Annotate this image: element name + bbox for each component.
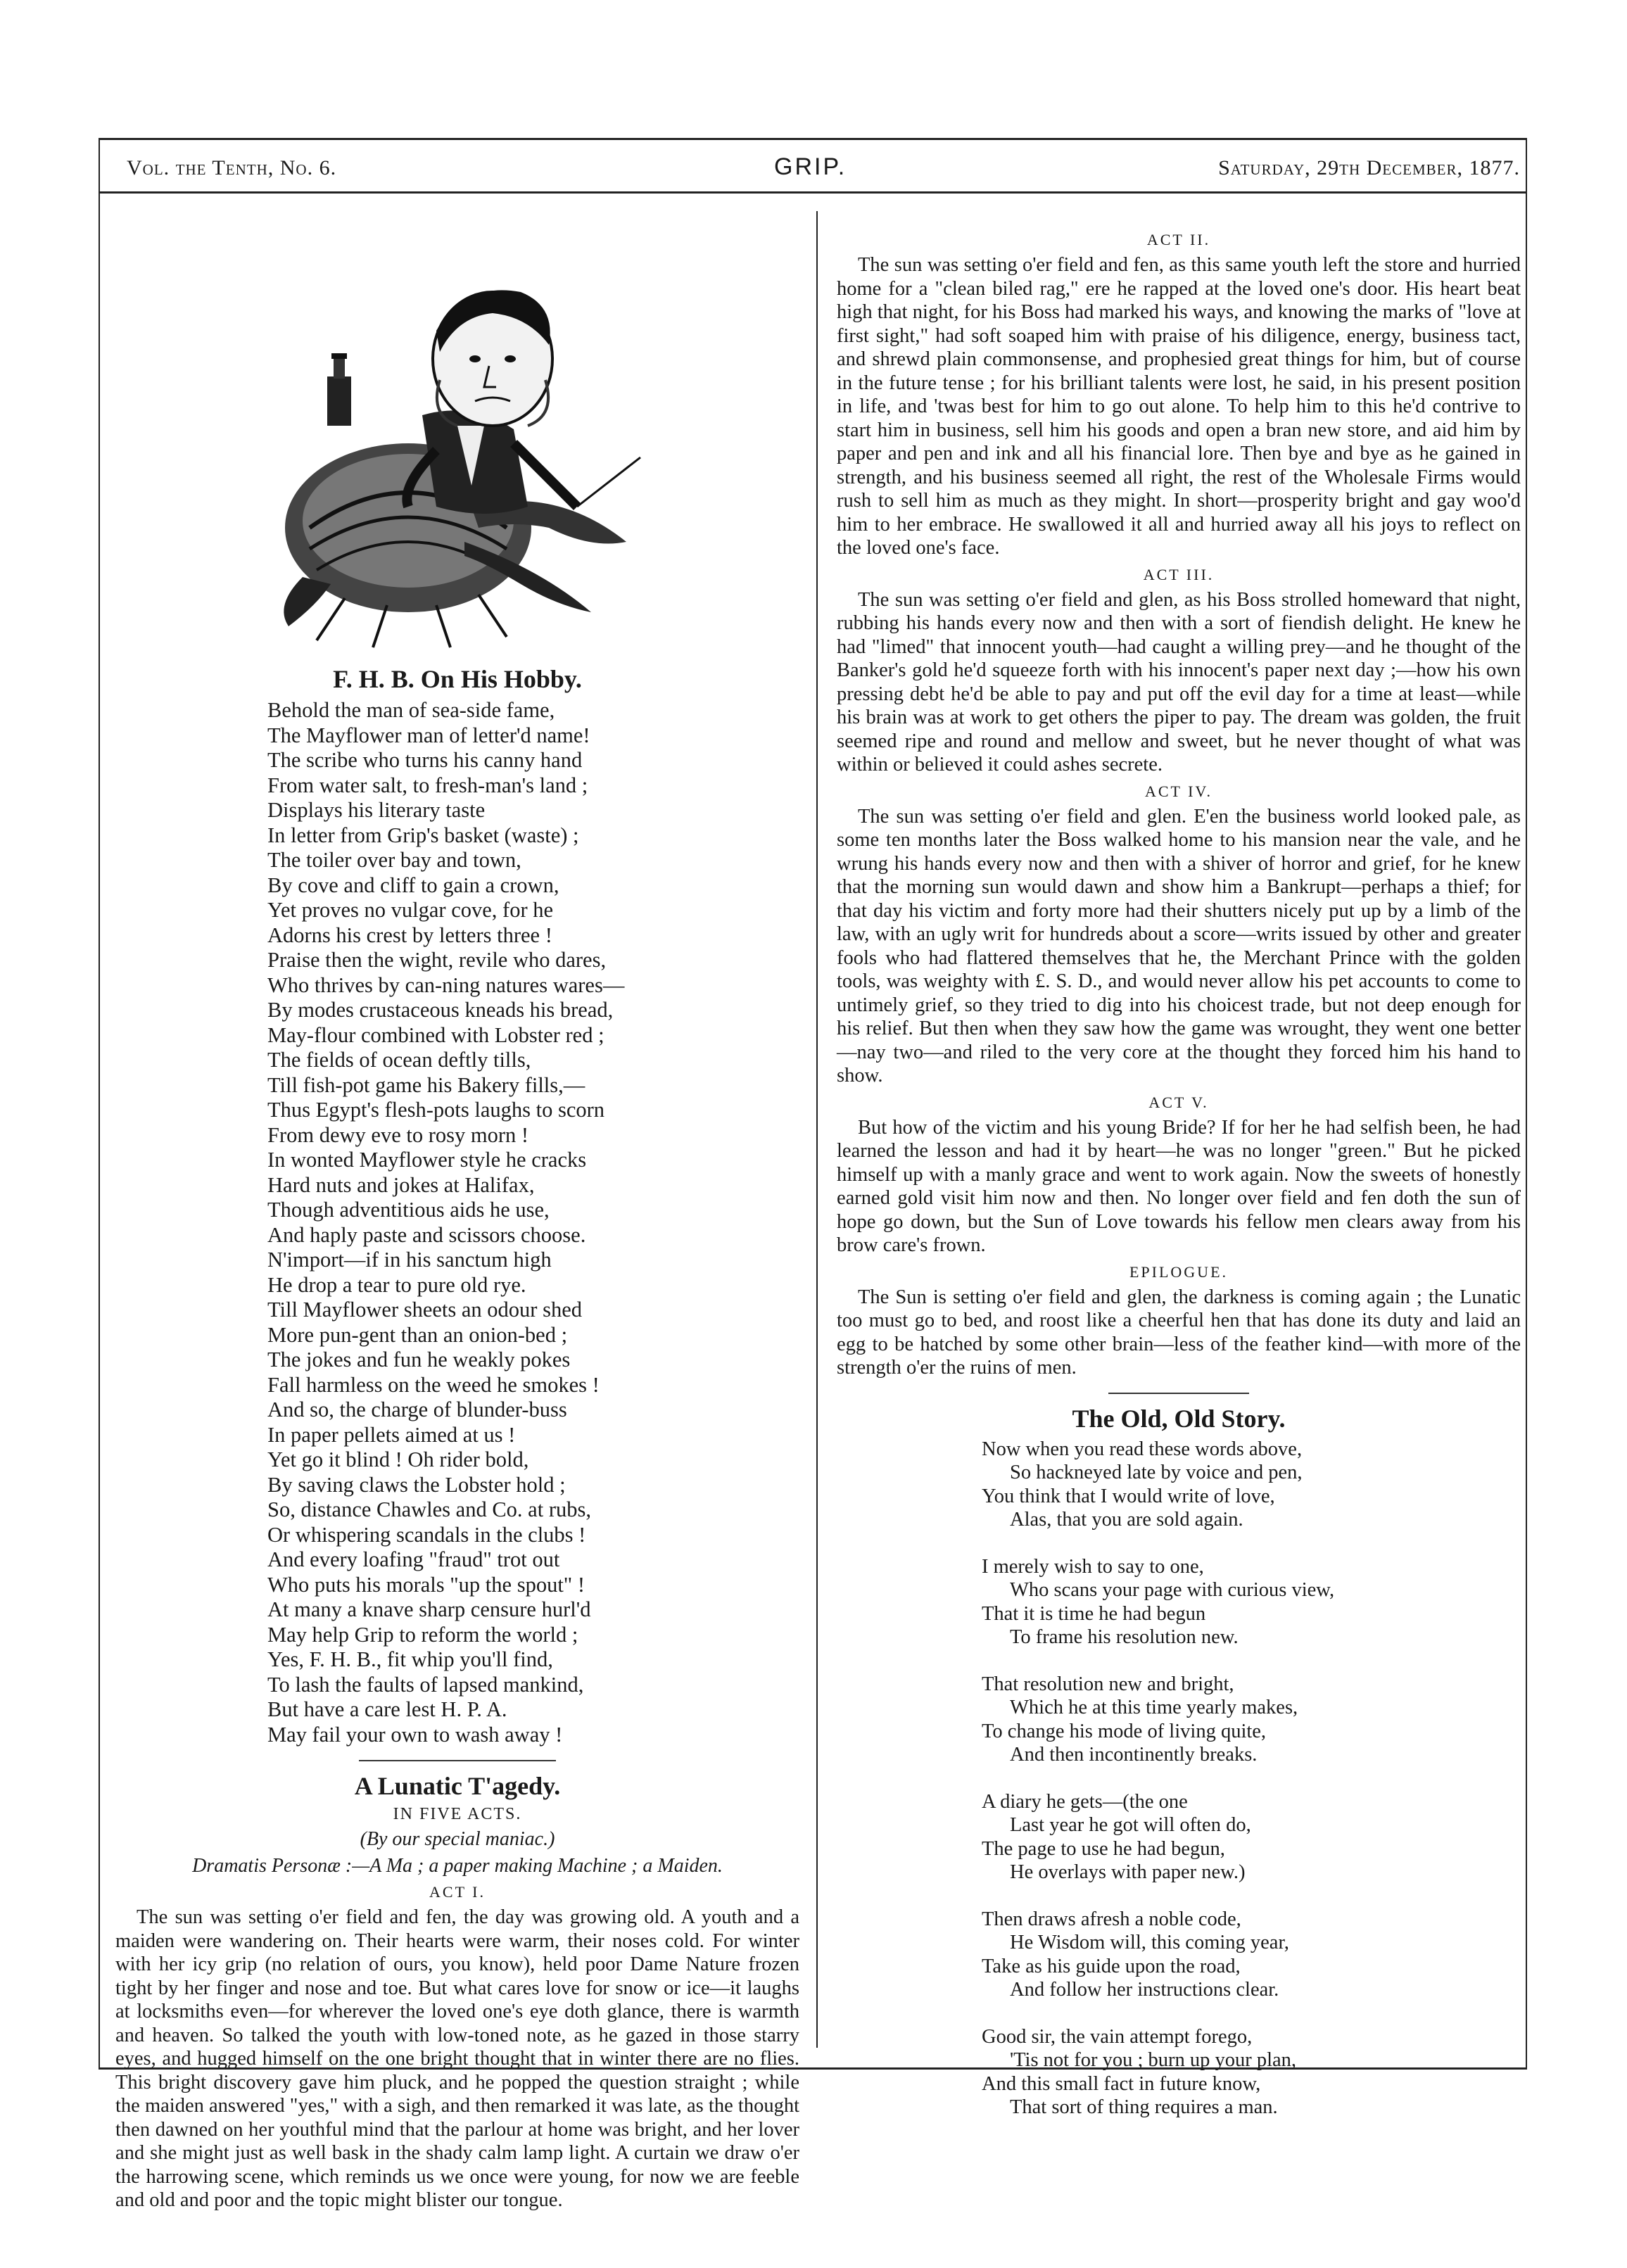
poem-line: And every loafing "fraud" trot out (267, 1547, 560, 1571)
stanza-line: Who scans your page with curious view, (1010, 1579, 1335, 1601)
poem-line: So, distance Chawles and Co. at rubs, (267, 1497, 591, 1521)
stanza-line: To change his mode of living quite, (982, 1720, 1267, 1742)
story-poem (982, 1438, 1531, 2120)
poem-line: Yet go it blind ! Oh rider bold, (267, 1447, 529, 1471)
poem-line: In letter from Grip's basket (waste) ; (267, 823, 579, 847)
masthead (99, 146, 1527, 189)
act-5-text: But how of the victim and his young Bride? If for her he had selfish been, he had learned the lesson and had it by heart—he was no longer "green." But he picked himself up with a manly grace and went to work again. Now the sweets of honestly earned gold visit him now and then. No longer over field and fen doth the sun of hope go down, but the Sun of Love towards his fellow men clears away from his brow care's frown. (837, 1116, 1521, 1256)
act-2-text: The sun was setting o'er field and fen, as this same youth left the store and hurried home for a "clean biled rag," ere he rapped at the loved one's door. His heart beat high that night, for his Boss had marked his ways, and knowing the marks of "love at first sight," had soft soaped him with praise of his diligence, energy, business tact, and shrewd plain commonsense, and prophesied great things for him, but of course in the future tense ; for his brilliant talents were lost, he said, in his present position in life, and 'twas best for him to go out alone. To help him to this he'd contrive to start him in business, sell him his goods and open a bran new store, and aid him by paper and pen and ink and all his financial lore. Then bye and bye as he gained in strength, and his business seemed all right, the rest of the Wholesale Firms would rush to sell him as much as they might. In short—prosperity bright and gay woo'd him to her embrace. He swallowed it all and hurried away all his joys to reflect on the loved one's face. (837, 254, 1521, 559)
stanza-line: The page to use he had begun, (982, 1837, 1225, 1860)
stanza (982, 1908, 1531, 2002)
stanza-line: He overlays with paper new.) (1010, 1861, 1246, 1883)
stanza-line: And follow her instructions clear. (1010, 1979, 1279, 2001)
stanza (982, 1673, 1531, 1767)
act-1-text: The sun was setting o'er field and fen, the day was growing old. A youth and a maiden were wandering on. Their hearts were warm, their noses cold. For winter with her icy grip (no relation of ours, you know), held poor Dame Nature frozen tight by her finger and nose and toe. But what cares love for snow or ice—it laughs at locksmiths even—for wherever the loved one's eye doth glance, there is warmth and heaven. So talked the youth with low-toned note, as he gazed in those starry eyes, and hugged himself on the one bright thought that in winter there are no flies. This bright discovery gave him pluck, and he popped the question straight ; while the maiden answered "yes," with a sigh, and then remarked it was late, as the thought then dawned on her youthful mind that the parlour at home was bright, and her lover and she might just as well bask in the shady calm lamp light. A curtain we draw o'er the harrowing scene, which reminds us we once were young, for now we are feeble and old and poor and the topic might blister our tongue. (115, 1906, 799, 2211)
poem-line: Thus Egypt's flesh-pots laughs to scorn (267, 1098, 605, 1122)
poem-line: More pun-gent than an onion-bed ; (267, 1322, 568, 1347)
tragedy-title: A Lunatic T'agedy. (354, 1772, 561, 1800)
section-divider (1108, 1393, 1249, 1394)
poem-line: May fail your own to wash away ! (267, 1722, 563, 1747)
poem-line: Till Mayflower sheets an odour shed (267, 1298, 583, 1322)
stanza-line: To frame his resolution new. (1010, 1626, 1239, 1648)
stanza-line: Which he at this time yearly makes, (1010, 1697, 1298, 1718)
poem-line: And so, the charge of blunder-buss (267, 1398, 567, 1421)
poem-line: Adorns his crest by letters three ! (267, 923, 552, 947)
poem-line: Praise then the wight, revile who dares, (267, 948, 607, 972)
poem-line: The jokes and fun he weakly pokes (267, 1348, 571, 1371)
section-divider (359, 1760, 556, 1761)
stanza-line: Alas, that you are sold again. (1010, 1509, 1243, 1531)
poem-line: At many a knave sharp censure hurl'd (267, 1597, 591, 1621)
poem-line: Fall harmless on the weed he smokes ! (267, 1372, 600, 1397)
poem-line: The toiler over bay and town, (267, 848, 521, 872)
poem-line: May help Grip to reform the world ; (267, 1622, 578, 1647)
stanza-line: Good sir, the vain attempt forego, (982, 2025, 1253, 2048)
act-5-label: ACT V. (1148, 1093, 1209, 1111)
stanza-line: And then incontinently breaks. (1010, 1744, 1258, 1766)
act-1-label: ACT I. (429, 1883, 486, 1901)
stanza-line: And this small fact in future know, (982, 2072, 1261, 2095)
poem-line: From dewy eve to rosy morn ! (267, 1122, 529, 1147)
poem-line: Or whispering scandals in the clubs ! (267, 1522, 586, 1547)
top-rule (99, 138, 1527, 140)
stanza-line: Then draws afresh a noble code, (982, 1908, 1241, 1930)
poem-line: N'import—if in his sanctum high (267, 1248, 552, 1272)
act-3-text: The sun was setting o'er field and glen, as his Boss strolled homeward that night, rubbing his hands every now and then with a sort of fiendish delight. He knew he had "limed" that innocent youth—had caught a willing prey—and he thought of the Banker's gold he'd squeeze forth with his innocent's paper next day ;—how his own pressing debt he'd be able to pay and put off the evil day for a time at least—while his brain was at work to get others the piper to pay. The dream was golden, the fruit seemed ripe and round and mellow and sweet, but he never thought of what was within or believed it could ashes secrete. (837, 588, 1521, 775)
act-3-label: ACT III. (1143, 565, 1215, 583)
stanza (982, 2025, 1531, 2120)
act-4-text: The sun was setting o'er field and glen. E'en the business world looked pale, as some ten months later the Boss walked home to his mansion near the vale, and he wrung his hands every now and then with a shiver of horror and grief, for he knew that the morning sun would dawn and show him a Bankrupt—perhaps a thief; for that day his victim and forty more had their shutters nicely put up by a limb of the law, with an ugly writ for hundreds about a score—writs issued by other and greater fools who had flattered themselves that he, the Merchant Prince with the golden tools, was weighty with £. S. D., and would never allow his pet accounts to come to untimely grief, so they tried to dig into his choicest trade, but not deep enough for his relief. But then when they saw how the game was wrought, they went one better—nay two—and riled to the very core at the thought they forced him his hand to show. (837, 805, 1521, 1087)
poem-body (267, 698, 809, 1747)
story-title: The Old, Old Story. (1072, 1404, 1286, 1433)
stanza-line: That it is time he had begun (982, 1602, 1206, 1625)
stanza-line: He Wisdom will, this coming year, (1010, 1932, 1289, 1953)
paper-name: GRIP. (774, 153, 847, 180)
stanza-line: A diary he gets—(the one (982, 1790, 1188, 1813)
stanza-line: I merely wish to say to one, (982, 1555, 1204, 1578)
right-column (827, 225, 1531, 2143)
issue-date: Saturday, 29th December, 1877. (1218, 156, 1520, 179)
poem-line: By cove and cliff to gain a crown, (267, 873, 559, 897)
column-divider (816, 211, 818, 2048)
poem-line: Displays his literary taste (267, 798, 486, 822)
left-column (106, 225, 809, 2217)
left-border (99, 138, 100, 2070)
poem-line: Behold the man of sea-side fame, (267, 698, 555, 722)
poem-line: Who thrives by can-ning natures wares— (267, 973, 625, 997)
poem-line: By saving claws the Lobster hold ; (267, 1472, 566, 1497)
poem-line: In paper pellets aimed at us ! (267, 1422, 516, 1447)
poem-line: To lash the faults of lapsed mankind, (267, 1672, 584, 1697)
poem-line: He drop a tear to pure old rye. (267, 1272, 526, 1297)
epilogue-label: EPILOGUE. (1129, 1262, 1229, 1281)
poem-line: By modes crustaceous kneads his bread, (267, 998, 614, 1022)
poem-title: F. H. B. On His Hobby. (333, 665, 582, 693)
stanza-line: Take as his guide upon the road, (982, 1955, 1241, 1977)
stanza-line: So hackneyed late by voice and pen, (1010, 1462, 1303, 1483)
stanza-line: 'Tis not for you ; burn up your plan, (1010, 2049, 1297, 2071)
stanza (982, 1438, 1531, 1532)
act-2-label: ACT II. (1146, 231, 1211, 248)
stanza-line: You think that I would write of love, (982, 1485, 1275, 1507)
poem-line: And haply paste and scissors choose. (267, 1222, 586, 1247)
volume-number: Vol. the Tenth, No. 6. (127, 156, 337, 179)
poem-line: From water salt, to fresh-man's land ; (267, 773, 588, 797)
epilogue-text: The Sun is setting o'er field and glen, the darkness is coming again ; the Lunatic too must go to bed, and roost like a cheerful hen that has done its duty and laid an egg to be hatched by some other brain—less of the feather kind—with more of the strength o'er the ruins of men. (837, 1286, 1521, 1379)
stanza-line: Last year he got will often do, (1010, 1814, 1251, 1836)
act-4-label: ACT IV. (1145, 782, 1213, 800)
tragedy-subtitle: IN FIVE ACTS. (393, 1805, 522, 1823)
poem-line: Yet proves no vulgar cove, for he (267, 898, 554, 922)
poem-line: Till fish-pot game his Bakery fills,— (267, 1072, 585, 1097)
poem-line: But have a care lest H. P. A. (267, 1697, 507, 1721)
caricature-illustration (260, 274, 654, 654)
poem-line: The fields of ocean deftly tills, (267, 1048, 531, 1072)
poem-line: The Mayflower man of letter'd name! (267, 723, 590, 747)
stanza-line: That resolution new and bright, (982, 1673, 1234, 1695)
poem-line: Though adventitious aids he use, (267, 1198, 550, 1222)
byline: (By our special maniac.) (360, 1828, 555, 1850)
dramatis-personae: Dramatis Personæ :—A Ma ; a paper making Machine ; a Maiden. (192, 1855, 723, 1877)
poem-line: In wonted Mayflower style he cracks (267, 1148, 587, 1172)
stanza (982, 1790, 1531, 1884)
stanza-line: Now when you read these words above, (982, 1438, 1303, 1460)
stanza (982, 1555, 1531, 1649)
header-rule (99, 191, 1527, 194)
poem-line: May-flour combined with Lobster red ; (267, 1022, 604, 1047)
poem-line: Who puts his morals "up the spout" ! (267, 1572, 585, 1597)
stanza-line: That sort of thing requires a man. (1010, 2096, 1278, 2118)
poem-line: The scribe who turns his canny hand (267, 748, 583, 772)
poem-line: Hard nuts and jokes at Halifax, (267, 1172, 535, 1197)
poem-line: Yes, F. H. B., fit whip you'll find, (267, 1647, 553, 1671)
